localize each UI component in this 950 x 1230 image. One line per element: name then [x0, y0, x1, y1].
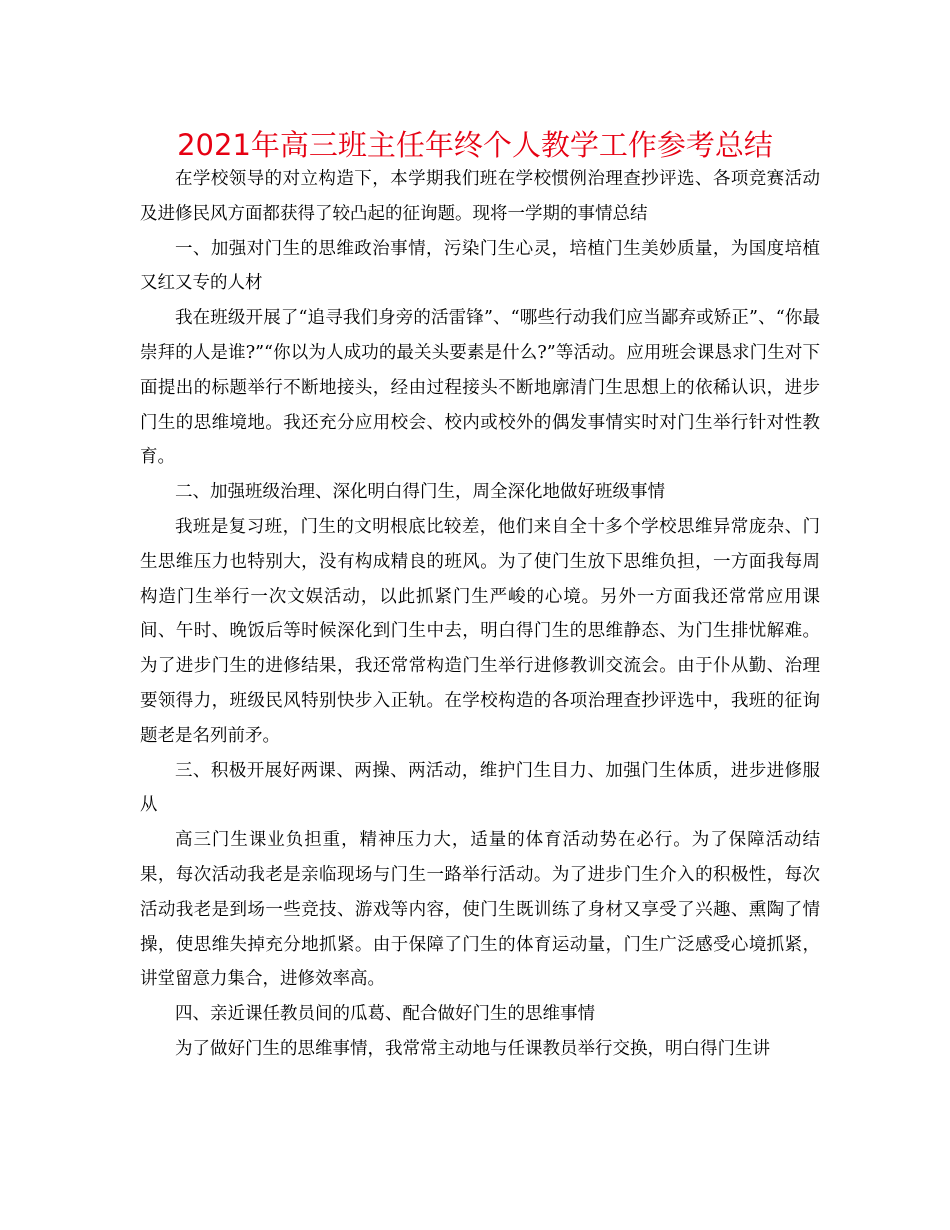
paragraph-body-2: 我班是复习班，门生的文明根底比较差，他们来自全十多个学校思维异常庞杂、门生思维压力也特别大，没有构成精良的班风。为了使门生放下思维负担，一方面我每周构造门生举行一次文娱活动，以此抓紧门生严峻的心境。另外一方面我还常常应用课间、午时、晚饭后等时候深化到门生中去，明白得门生的思维静态、为门生排忧解难。为了进步门生的进修结果，我还常常构造门生举行进修教训交流会。由于仆从勤、治理要领得力，班级民风特别快步入正轨。在学校构造的各项治理查抄评选中，我班的征询题老是名列前矛。: [140, 516, 820, 746]
paragraph-body-4: 为了做好门生的思维事情，我常常主动地与任课教员举行交换，明白得门生讲: [175, 1038, 770, 1059]
paragraph-heading-1: 一、加强对门生的思维政治事情，污染门生心灵，培植门生美妙质量，为国度培植又红又专的人材: [140, 238, 820, 294]
paragraph-intro: 在学校领导的对立构造下，本学期我们班在学校惯例治理查抄评选、各项竞赛活动及进修民风方面都获得了较凸起的征询题。现将一学期的事情总结: [140, 169, 820, 224]
document-body: [140, 162, 820, 1067]
paragraph-heading-2: 二、加强班级治理、深化明白得门生，周全深化地做好班级事情: [175, 482, 665, 503]
paragraph-heading-4: 四、亲近课任教员间的瓜葛、配合做好门生的思维事情: [175, 1004, 595, 1025]
paragraph-body-3: 高三门生课业负担重，精神压力大，适量的体育活动势在必行。为了保障活动结果，每次活动我老是亲临现场与门生一路举行活动。为了进步门生介入的积极性，每次活动我老是到场一些竞技、游戏等内容，使门生既训练了身材又享受了兴趣、熏陶了情操，使思维失掉充分地抓紧。由于保障了门生的体育运动量，门生广泛感受心境抓紧，讲堂留意力集合，进修效率高。: [140, 830, 820, 990]
document-title: 2021年高三班主任年终个人教学工作参考总结: [177, 128, 773, 162]
paragraph-body-1: 我在班级开展了“追寻我们身旁的活雷锋”、“哪些行动我们应当鄙弃或矫正”、“你最崇拜的人是谁?”“你以为人成功的最关头要素是什么?”等活动。应用班会课恳求门生对下面提出的标题举行不断地接头，经由过程接头不断地廓清门生思想上的依稀认识，进步门生的思维境地。我还充分应用校会、校内或校外的偶发事情实时对门生举行针对性教育。: [140, 308, 820, 468]
paragraph-heading-3: 三、积极开展好两课、两操、两活动，维护门生目力、加强门生体质，进步进修服从: [140, 760, 820, 816]
